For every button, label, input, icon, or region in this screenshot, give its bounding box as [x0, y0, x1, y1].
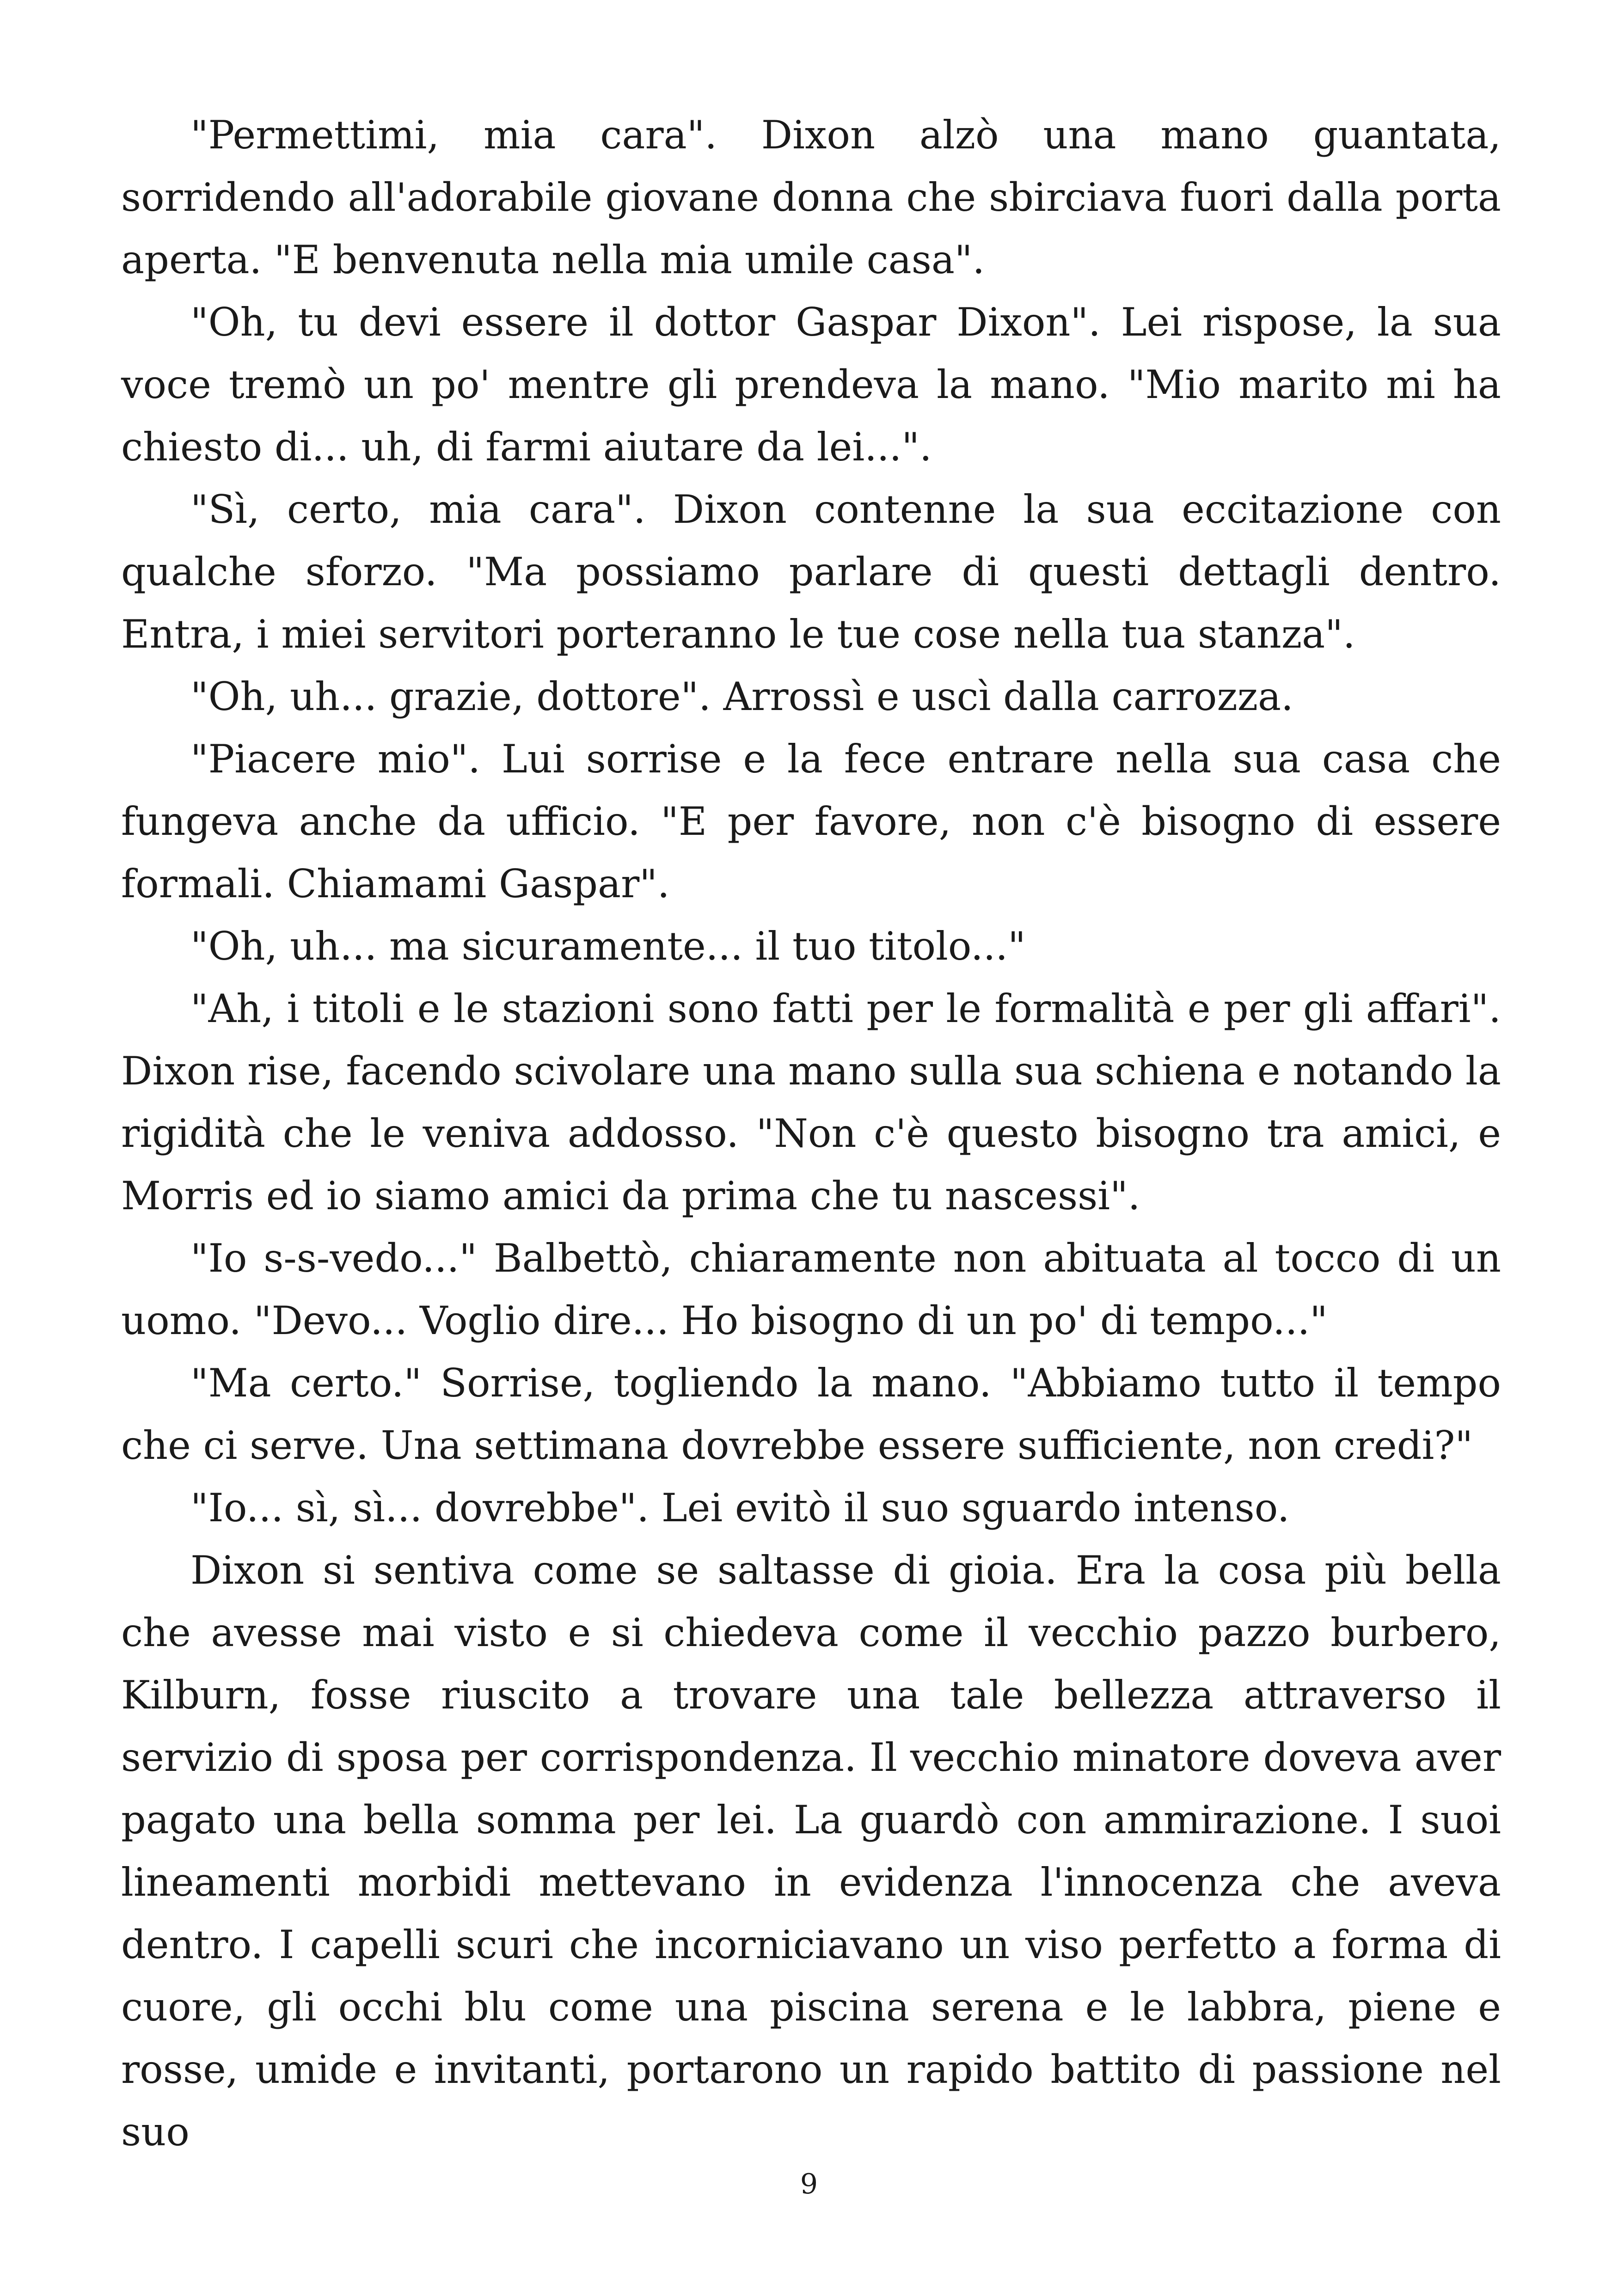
paragraph-6: "Oh, uh... ma sicuramente... il tuo titolo..."	[190, 924, 1026, 969]
body-text	[121, 104, 1501, 2163]
paragraph-9: "Ma certo." Sorrise, togliendo la mano. "Abbiamo tutto il tempo che ci serve. Una settimana dovrebbe essere sufficiente, non credi?"	[121, 1360, 1501, 1468]
paragraph-4: "Oh, uh... grazie, dottore". Arrossì e uscì dalla carrozza.	[190, 674, 1293, 719]
paragraph-8: "Io s-s-vedo..." Balbettò, chiaramente non abituata al tocco di un uomo. "Devo... Voglio dire... Ho bisogno di un po' di tempo..."	[121, 1236, 1501, 1343]
paragraph-1: "Permettimi, mia cara". Dixon alzò una mano guantata, sorridendo all'adorabile giovane donna che sbirciava fuori dalla porta aperta. "E benvenuta nella mia umile casa".	[121, 112, 1501, 282]
paragraph-10: "Io... sì, sì... dovrebbe". Lei evitò il suo sguardo intenso.	[190, 1485, 1290, 1531]
paragraph-3: "Sì, certo, mia cara". Dixon contenne la sua eccitazione con qualche sforzo. "Ma possiamo parlare di questi dettagli dentro. Entra, i miei servitori porteranno le tue cose nella tua stanza".	[121, 487, 1501, 657]
paragraph-11: Dixon si sentiva come se saltasse di gioia. Era la cosa più bella che avesse mai visto e si chiedeva come il vecchio pazzo burbero, Kilburn, fosse riuscito a trovare una tale bellezza attraverso il servizio di sposa per corrispondenza. Il vecchio minatore doveva aver pagato una bella somma per lei. La guardò con ammirazione. I suoi lineamenti morbidi mettevano in evidenza l'innocenza che aveva dentro. I capelli scuri che incorniciavano un viso perfetto a forma di cuore, gli occhi blu come una piscina serena e le labbra, piene e rosse, umide e invitanti, portarono un rapido battito di passione nel suo	[121, 1548, 1501, 2155]
paragraph-5: "Piacere mio". Lui sorrise e la fece entrare nella sua casa che fungeva anche da ufficio. "E per favore, non c'è bisogno di essere formali. Chiamami Gaspar".	[121, 736, 1501, 906]
page-number: 9	[800, 2168, 818, 2200]
paragraph-2: "Oh, tu devi essere il dottor Gaspar Dixon". Lei rispose, la sua voce tremò un po' mentre gli prendeva la mano. "Mio marito mi ha chiesto di... uh, di farmi aiutare da lei...".	[121, 300, 1501, 470]
paragraph-7: "Ah, i titoli e le stazioni sono fatti per le formalità e per gli affari". Dixon rise, facendo scivolare una mano sulla sua schiena e notando la rigidità che le veniva addosso. "Non c'è questo bisogno tra amici, e Morris ed io siamo amici da prima che tu nascessi".	[121, 986, 1501, 1218]
